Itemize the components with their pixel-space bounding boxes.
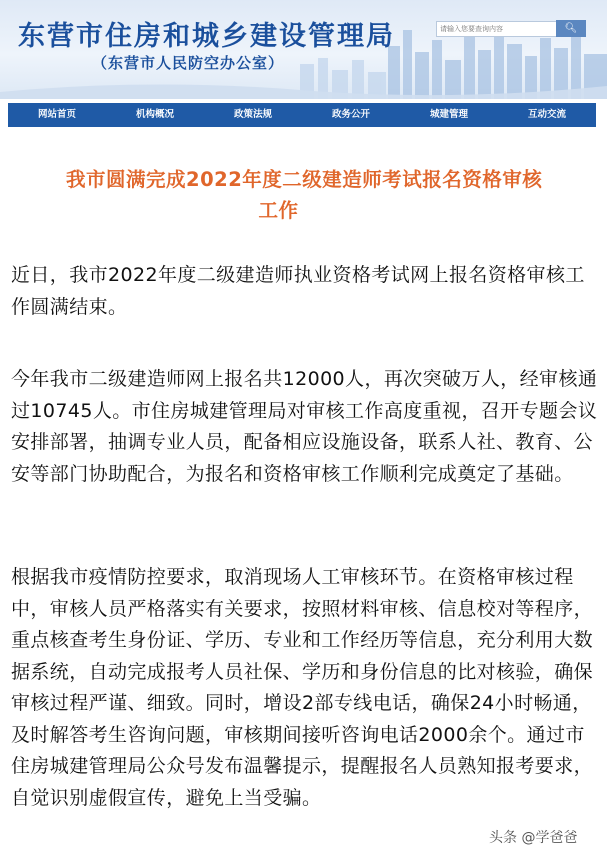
article-paragraph: 近日，我市2022年度二级建造师执业资格考试网上报名资格审核工作圆满结束。	[11, 264, 585, 318]
site-title: 东营市住房和城乡建设管理局	[18, 21, 395, 52]
nav-item-urban-construction[interactable]: 城建管理	[429, 109, 468, 120]
article-title-line1: 我市圆满完成2022年度二级建造师考试报名资格审核	[66, 168, 543, 191]
nav-item-home[interactable]: 网站首页	[37, 109, 76, 120]
nav-item-interaction[interactable]: 互动交流	[527, 109, 566, 120]
main-nav	[8, 103, 596, 127]
article-title	[66, 164, 586, 226]
search-button[interactable]	[556, 20, 586, 37]
nav-item-policies[interactable]: 政策法规	[233, 109, 272, 120]
nav-item-government-affairs[interactable]: 政务公开	[331, 109, 370, 120]
toutiao-watermark: 头条 @学爸爸	[486, 826, 580, 848]
nav-item-organization[interactable]: 机构概况	[135, 109, 174, 120]
site-header	[0, 0, 607, 99]
article-paragraph: 今年我市二级建造师网上报名共12000人，再次突破万人，经审核通过10745人。市住房城建管理局对审核工作高度重视，召开专题会议安排部署，抽调专业人员，配备相应设施设备，联系人社、教育、公安等部门协助配合，为报名和资格审核工作顺利完成奠定了基础。	[11, 368, 598, 485]
article-paragraph: 根据我市疫情防控要求，取消现场人工审核环节。在资格审核过程中，审核人员严格落实有关要求，按照材料审核、信息校对等程序，重点核查考生身份证、学历、专业和工作经历等信息，充分利用大数据系统，自动完成报考人员社保、学历和身份信息的比对核验，确保审核过程严谨、细致。同时，增设2部专线电话，确保24小时畅通，及时解答考生咨询问题，审核期间接听咨询电话2000余个。通过市住房城建管理局公众号发布温馨提示，提醒报名人员熟知报考要求，自觉识别虚假宣传，避免上当受骗。	[11, 566, 594, 809]
search-input[interactable]	[436, 21, 560, 37]
search-icon: 🔍︎	[564, 23, 578, 34]
site-subtitle: （东营市人民防空办公室）	[92, 54, 285, 72]
article-title-line2: 工作	[258, 199, 299, 222]
